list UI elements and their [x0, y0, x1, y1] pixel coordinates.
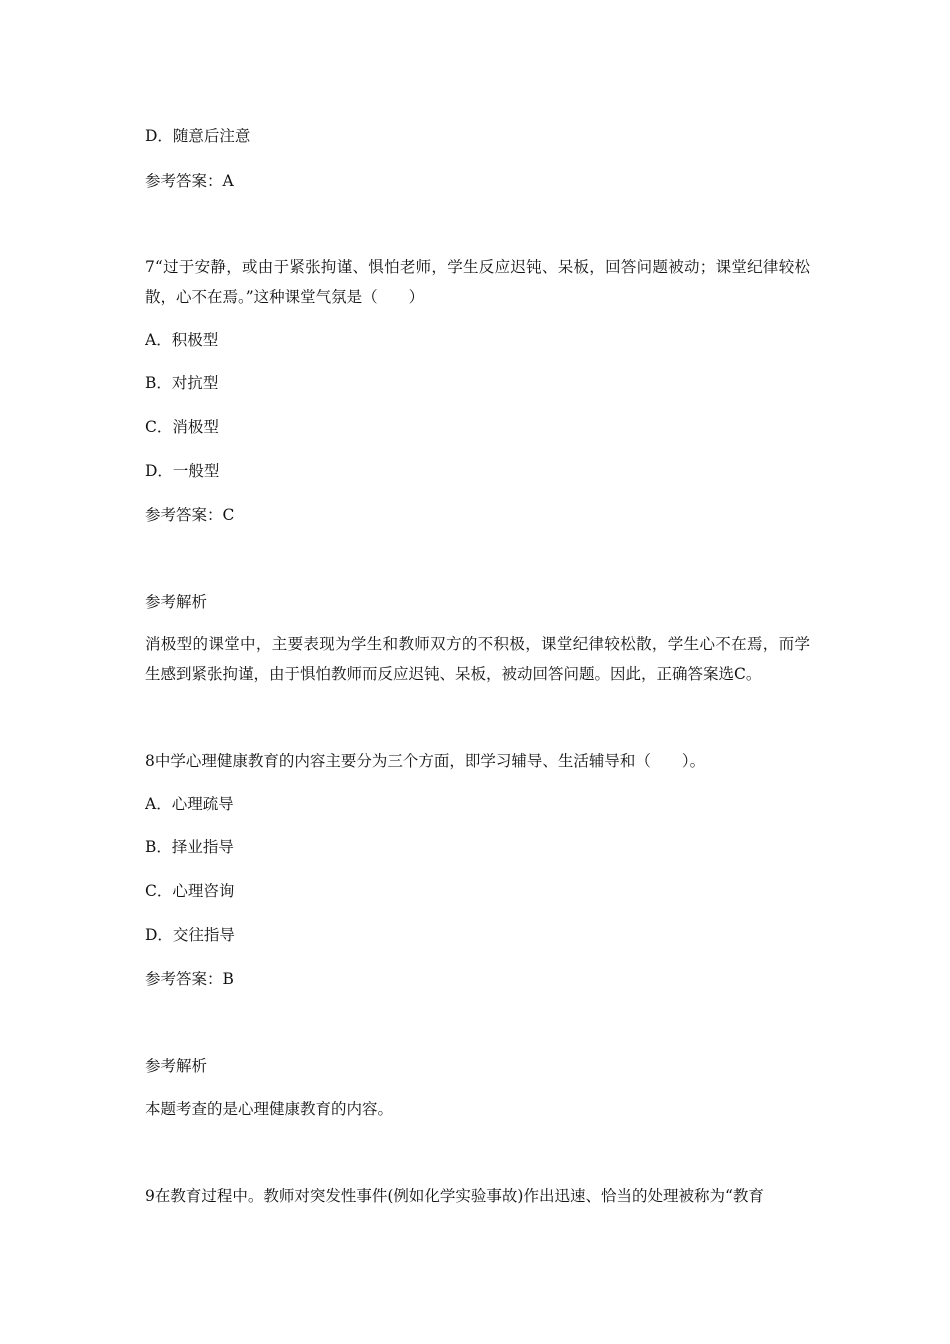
q8-option-d: D．交往指导 [145, 926, 235, 944]
q7-analysis-title: 参考解析 [145, 593, 208, 611]
q6-answer: 参考答案：A [145, 172, 234, 190]
q7-stem: 7“过于安静，或由于紧张拘谨、惧怕老师，学生反应迟钝、呆板，回答问题被动；课堂纪律较松散，心不在焉。”这种课堂气氛是（ ） [145, 258, 810, 306]
q9-stem: 9在教育过程中。教师对突发性事件(例如化学实验事故)作出迅速、恰当的处理被称为“教育 [145, 1187, 764, 1205]
q7-option-c: C．消极型 [145, 418, 219, 436]
q8-answer: 参考答案：B [145, 970, 234, 988]
q7-answer: 参考答案：C [145, 506, 235, 524]
q8-option-b: B．择业指导 [145, 838, 234, 856]
q8-option-a: A．心理疏导 [145, 795, 234, 813]
q8-stem: 8中学心理健康教育的内容主要分为三个方面，即学习辅导、生活辅导和（ ）。 [145, 752, 706, 770]
q7-option-d: D．一般型 [145, 462, 220, 480]
q8-analysis-title: 参考解析 [145, 1057, 208, 1075]
q7-option-b: B．对抗型 [145, 374, 219, 392]
q7-analysis: 消极型的课堂中，主要表现为学生和教师双方的不积极，课堂纪律较松散，学生心不在焉，而学生感到紧张拘谨，由于惧怕教师而反应迟钝、呆板，被动回答问题。因此，正确答案选C。 [145, 635, 810, 683]
q8-option-c: C．心理咨询 [145, 882, 235, 900]
q7-option-a: A．积极型 [145, 331, 219, 349]
q8-analysis: 本题考查的是心理健康教育的内容。 [145, 1100, 394, 1118]
q6-option-d: D．随意后注意 [145, 127, 251, 145]
